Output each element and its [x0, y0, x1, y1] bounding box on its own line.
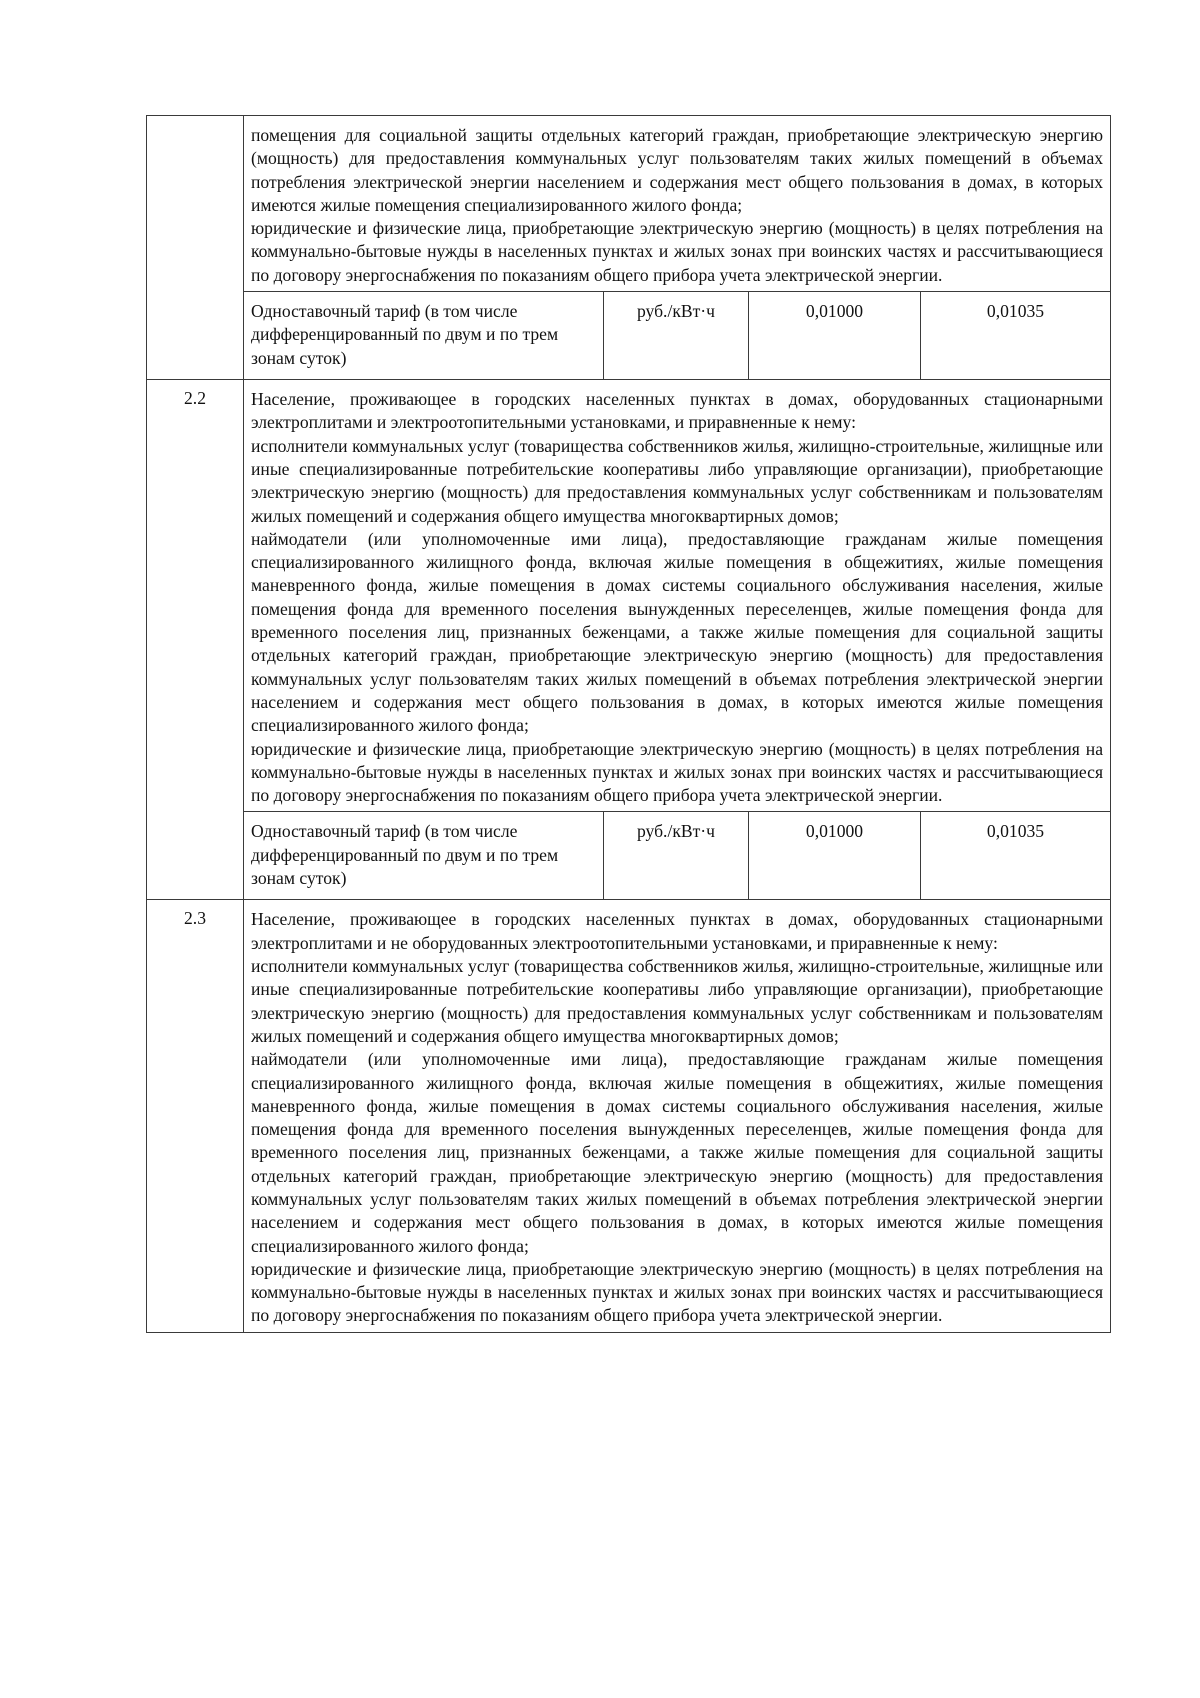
- row-number: [147, 116, 244, 380]
- tariff-value-1: 0,01000: [749, 812, 921, 900]
- row-number: 2.2: [147, 380, 244, 900]
- tariff-row: [147, 812, 1111, 900]
- paragraph: Население, проживающее в городских населенных пунктах в домах, оборудованных стационарными электроплитами и электроотопительными установками, и приравненные к нему:: [251, 389, 1104, 433]
- table-row: [147, 380, 1111, 812]
- table-row: [147, 116, 1111, 292]
- tariff-row: [147, 292, 1111, 380]
- row-description: [244, 380, 1111, 812]
- tariff-name: Одноставочный тариф (в том числе дифференцированный по двум и по трем зонам суток): [244, 812, 604, 900]
- tariff-unit: руб./кВт·ч: [604, 812, 749, 900]
- tariff-value-2: 0,01035: [921, 292, 1111, 380]
- row-number: 2.3: [147, 900, 244, 1332]
- tariff-value-1: 0,01000: [749, 292, 921, 380]
- paragraph: исполнители коммунальных услуг (товарищества собственников жилья, жилищно-строительные, жилищные или иные специализированные потребительские кооперативы либо управляющие организации), приобретающие электрическую энергию (мощность) для предоставления коммунальных услуг собственникам и пользователям жилых помещений и содержания общего имущества многоквартирных домов;: [251, 956, 1104, 1046]
- table-row: [147, 900, 1111, 1332]
- paragraph: юридические и физические лица, приобретающие электрическую энергию (мощность) в целях потребления на коммунально-бытовые нужды в населенных пунктах и жилых зонах при воинских частях и рассчитывающиеся по договору энергоснабжения по показаниям общего прибора учета электрической энергии.: [251, 218, 1104, 285]
- paragraph: наймодатели (или уполномоченные ими лица), предоставляющие гражданам жилые помещения специализированного жилищного фонда, включая жилые помещения в общежитиях, жилые помещения маневренного фонда, жилые помещения в домах системы социального обслуживания населения, жилые помещения фонда для временного поселения вынужденных переселенцев, жилые помещения фонда для временного поселения лиц, признанных беженцами, а также жилые помещения для социальной защиты отдельных категорий граждан, приобретающие электрическую энергию (мощность) для предоставления коммунальных услуг пользователям таких жилых помещений в объемах потребления электрической энергии населением и содержания мест общего пользования в домах, в которых имеются жилые помещения специализированного жилого фонда;: [251, 1049, 1104, 1256]
- row-description: [244, 116, 1111, 292]
- paragraph: помещения для социальной защиты отдельных категорий граждан, приобретающие электрическую энергию (мощность) для предоставления коммунальных услуг пользователям таких жилых помещений в объемах потребления электрической энергии населением и содержания мест общего пользования в домах, в которых имеются жилые помещения специализированного жилого фонда;: [251, 125, 1104, 215]
- paragraph: Население, проживающее в городских населенных пунктах в домах, оборудованных стационарными электроплитами и не оборудованных электроотопительными установками, и приравненные к нему:: [251, 909, 1104, 953]
- tariff-value-2: 0,01035: [921, 812, 1111, 900]
- paragraph: юридические и физические лица, приобретающие электрическую энергию (мощность) в целях потребления на коммунально-бытовые нужды в населенных пунктах и жилых зонах при воинских частях и рассчитывающиеся по договору энергоснабжения по показаниям общего прибора учета электрической энергии.: [251, 1258, 1104, 1326]
- tariff-name: Одноставочный тариф (в том числе дифференцированный по двум и по трем зонам суток): [244, 292, 604, 380]
- tariff-unit: руб./кВт·ч: [604, 292, 749, 380]
- row-description: [244, 900, 1111, 1332]
- paragraph: исполнители коммунальных услуг (товарищества собственников жилья, жилищно-строительные, жилищные или иные специализированные потребительские кооперативы либо управляющие организации), приобретающие электрическую энергию (мощность) для предоставления коммунальных услуг собственникам и пользователям жилых помещений и содержания общего имущества многоквартирных домов;: [251, 435, 1104, 526]
- paragraph: наймодатели (или уполномоченные ими лица), предоставляющие гражданам жилые помещения специализированного жилищного фонда, включая жилые помещения в общежитиях, жилые помещения маневренного фонда, жилые помещения в домах системы социального обслуживания населения, жилые помещения фонда для временного поселения вынужденных переселенцев, жилые помещения фонда для временного поселения лиц, признанных беженцами, а также жилые помещения для социальной защиты отдельных категорий граждан, приобретающие электрическую энергию (мощность) для предоставления коммунальных услуг пользователям таких жилых помещений в объемах потребления электрической энергии населением и содержания мест общего пользования в домах, в которых имеются жилые помещения специализированного жилого фонда;: [251, 528, 1104, 736]
- paragraph: юридические и физические лица, приобретающие электрическую энергию (мощность) в целях потребления на коммунально-бытовые нужды в населенных пунктах и жилых зонах при воинских частях и рассчитывающиеся по договору энергоснабжения по показаниям общего прибора учета электрической энергии.: [251, 738, 1104, 806]
- tariff-table: [146, 115, 1111, 1333]
